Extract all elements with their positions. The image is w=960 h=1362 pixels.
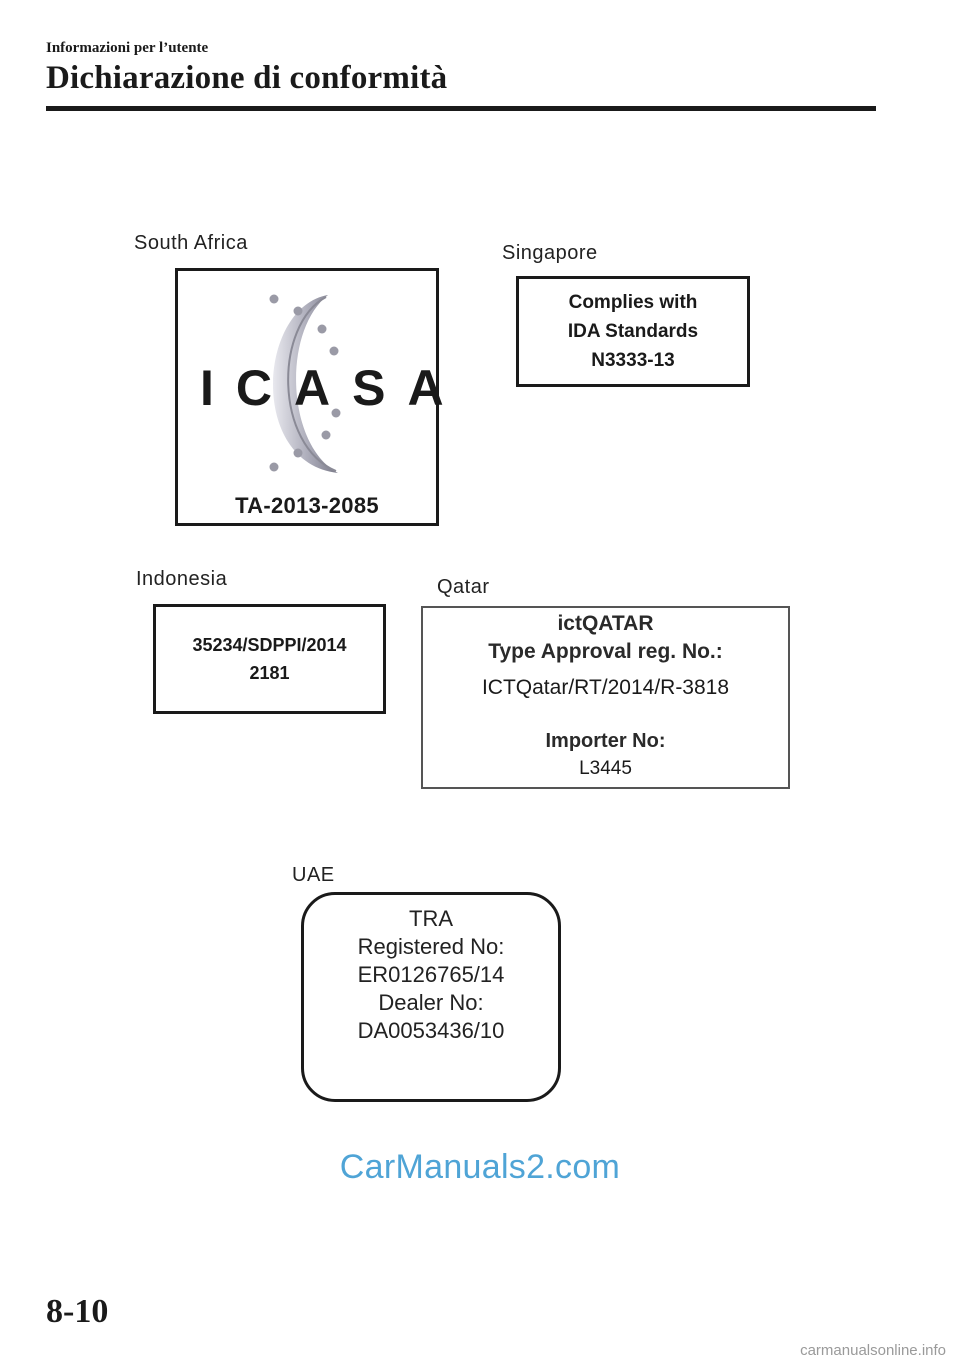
south-africa-code: TA-2013-2085: [235, 493, 379, 518]
title-divider: [46, 106, 876, 111]
uae-line: Registered No:: [357, 934, 505, 959]
south-africa-certification-box: [175, 268, 466, 526]
qatar-brand: ictQATAR: [557, 612, 654, 635]
uae-label: UAE: [292, 864, 335, 886]
qatar-importer-label: Importer No:: [545, 730, 666, 752]
uae-line: DA0053436/10: [357, 1018, 505, 1043]
icasa-logo-text: ICASA: [200, 360, 466, 416]
qatar-label: Qatar: [437, 576, 490, 598]
indonesia-line: 2181: [249, 663, 290, 683]
uae-line: Dealer No:: [378, 990, 484, 1015]
qatar-importer-number: L3445: [579, 758, 632, 779]
breadcrumb: Informazioni per l’utente: [46, 40, 209, 56]
qatar-certification-box: [421, 606, 790, 789]
carmanuals-watermark: CarManuals2.com: [339, 1148, 621, 1186]
singapore-certification-box: [516, 276, 750, 387]
south-africa-label: South Africa: [134, 232, 248, 254]
uae-line: ER0126765/14: [357, 962, 505, 987]
singapore-line: N3333-13: [591, 350, 675, 371]
indonesia-label: Indonesia: [136, 568, 228, 590]
indonesia-line: 35234/SDPPI/2014: [192, 635, 347, 655]
uae-certification-box: [301, 892, 561, 1102]
singapore-label: Singapore: [502, 242, 598, 264]
qatar-type-approval-label: Type Approval reg. No.:: [488, 640, 723, 663]
footer-watermark: carmanualsonline.info: [800, 1342, 946, 1359]
page-title: Dichiarazione di conformità: [46, 60, 448, 96]
singapore-line: Complies with: [568, 292, 698, 313]
indonesia-certification-box: [153, 604, 386, 714]
singapore-line: IDA Standards: [567, 321, 699, 342]
page-number: 8-10: [46, 1293, 109, 1330]
uae-line: TRA: [409, 906, 453, 931]
qatar-registration-number: ICTQatar/RT/2014/R-3818: [481, 676, 730, 699]
